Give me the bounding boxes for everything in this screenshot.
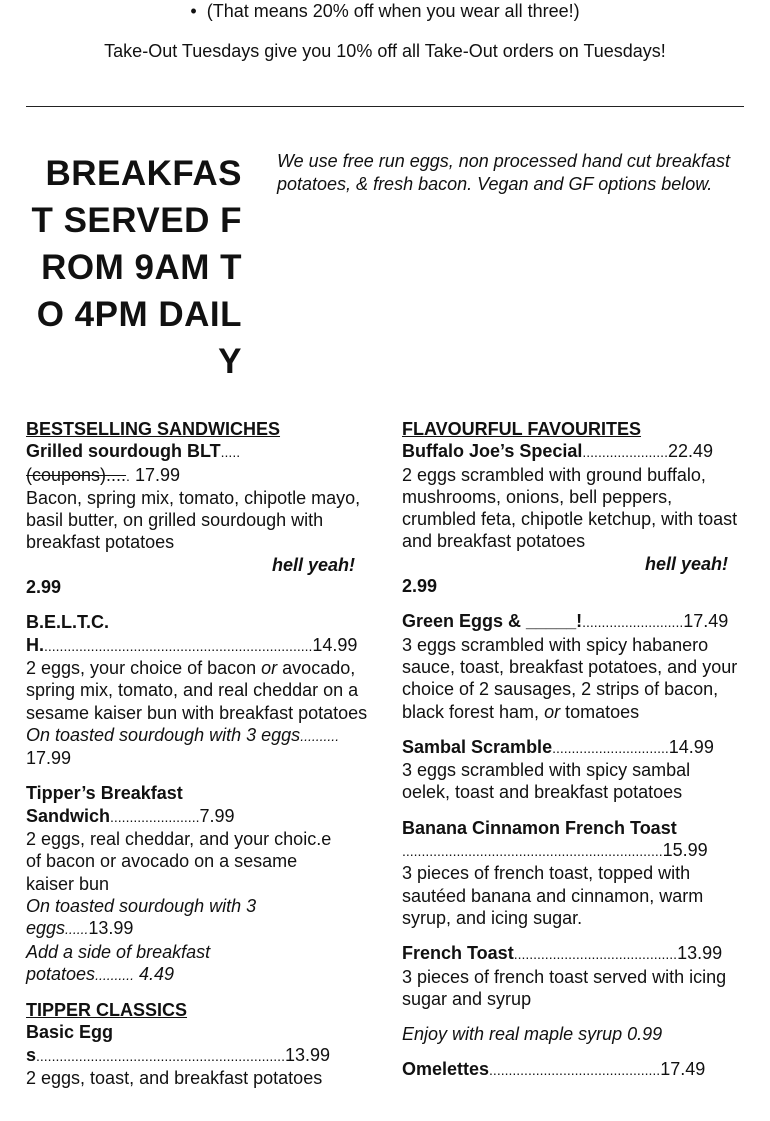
coupons-strikethrough: (coupons).... [26,464,127,485]
item-price: 14.99 [668,736,714,757]
menu-item-banana-cinnamon-french-toast [402,817,742,929]
leader-dots: .......................................... [513,946,678,963]
takeout-tuesday-note: Take-Out Tuesdays give you 10% off all Take-Out orders on Tuesdays! [104,41,666,61]
alt-text: On toasted sourdough with 3 eggs [26,724,301,745]
item-name: Green Eggs & _____! [402,611,583,632]
discount-note [0,0,770,22]
item-price: 14.99 [312,634,358,655]
section-divider [26,106,744,107]
maple-syrup-addon: Enjoy with real maple syrup 0.99 [402,1024,663,1045]
item-name: Buffalo Joe’s Special [402,441,583,462]
menu-item-green-eggs [402,610,742,722]
item-description: 3 pieces of french toast served with icing sugar and syrup [402,966,727,1009]
item-price: 13.99 [284,1044,330,1065]
menu-item-omelettes [402,1058,742,1081]
leader-dots: .............................. [552,739,669,756]
leader-dots: ....................... [110,808,200,825]
item-price: 17.99 [129,464,180,485]
desc-part: tomatoes [560,701,640,722]
menu-item-basic-eggs [26,1021,369,1089]
item-name: Tipper’s Breakfast Sandwich [26,783,183,826]
item-name: Sambal Scramble [402,736,553,757]
desc-or: or [544,701,561,722]
alt-text: On toasted sourdough with 3 eggs [26,895,257,939]
side-potatoes [26,941,256,987]
item-price: 22.49 [667,441,714,462]
menu-item-grilled-sourdough-blt [26,440,369,598]
item-description [26,657,369,724]
item-description: 2 eggs scrambled with ground buffalo, mushrooms, onions, bell peppers, crumbled feta, chipotle ketchup, with toast and breakfast potatoes [402,464,738,552]
leader-dots: . [126,467,130,484]
side-text: Add a side of breakfast potatoes [26,941,211,984]
item-name: French Toast [402,943,514,964]
menu-item-sambal-scramble [402,736,742,804]
item-price: 7.99 [199,805,235,826]
item-description: 2 eggs, real cheddar, and your choic.e of bacon or avocado on a sesame kaiser bun [26,829,332,894]
leader-dots: ..... [220,444,241,461]
section-bestselling-sandwiches: BESTSELLING SANDWICHES [26,419,281,439]
menu-item-buffalo-joes-special [402,440,742,597]
leader-dots: ................................................................... [402,843,663,860]
right-column [402,418,742,1095]
item-price: 17.49 [660,1059,706,1080]
bullet: • [190,1,197,21]
leader-dots: .......................... [582,614,684,631]
leader-dots: ..................................................................... [44,637,313,654]
menu-item-tippers-breakfast-sandwich [26,782,369,986]
item-description: 3 pieces of french toast, topped with sautéed banana and cinnamon, warm syrup, and icing sugar. [402,863,704,928]
side-price: 4.49 [133,963,175,984]
discount-note-text: (That means 20% off when you wear all three!) [206,1,580,21]
hell-yeah-price: 2.99 [26,577,62,598]
item-price: 17.49 [683,611,729,632]
leader-dots: .......... [95,966,134,983]
leader-dots: ...................... [582,444,668,461]
leader-dots: ................................................................ [36,1047,285,1064]
item-alternative [26,895,316,941]
alt-price: 17.99 [26,748,72,769]
hell-yeah-tag: hell yeah! [271,554,355,575]
item-description: 3 eggs scrambled with spicy sambal oelek, toast and breakfast potatoes [402,760,691,803]
menu-item-french-toast [402,942,742,1010]
item-name: B.E.L.T.C.H. [26,612,110,655]
leader-dots: .......... [300,727,340,744]
leader-dots: ...... [65,921,89,938]
item-description: 2 eggs, toast, and breakfast potatoes [26,1068,323,1089]
item-price: 13.99 [677,943,723,964]
alt-price: 13.99 [88,918,134,939]
hell-yeah-tag: hell yeah! [644,553,728,574]
item-description [402,634,742,723]
section-flavourful-favourites: FLAVOURFUL FAVOURITES [402,419,642,439]
desc-part: 2 eggs, your choice of bacon [26,657,262,678]
item-name: Banana Cinnamon French Toast [402,817,677,838]
desc-part: avocado, spring mix, tomato, and real cheddar on a sesame kaiser bun with breakfast potatoes [26,657,368,723]
breakfast-intro: We use free run eggs, non processed hand cut breakfast potatoes, & fresh bacon. Vegan and GF options below. [277,151,730,194]
hell-yeah-price: 2.99 [402,576,438,597]
item-name: Basic Eggs [26,1022,114,1065]
desc-or: or [261,657,278,678]
item-description: Bacon, spring mix, tomato, chipotle mayo, basil butter, on grilled sourdough with breakfast potatoes [26,487,361,553]
breakfast-hours-title: BREAKFAST SERVED FROM 9AM TO 4PM DAILY [31,154,242,381]
menu-item-beltch [26,611,369,769]
item-name: Omelettes [402,1059,490,1080]
section-tipper-classics: TIPPER CLASSICS [26,1000,188,1021]
item-name: Grilled sourdough BLT [26,441,221,462]
desc-part: 3 eggs scrambled with spicy habanero sauce, toast, breakfast potatoes, and your choice of 2 sausages, 2 strips of bacon, black forest ham, [402,634,738,722]
leader-dots: ............................................ [489,1062,661,1079]
item-alternative [26,724,369,770]
left-column [26,418,369,1102]
item-price: 15.99 [662,840,708,861]
